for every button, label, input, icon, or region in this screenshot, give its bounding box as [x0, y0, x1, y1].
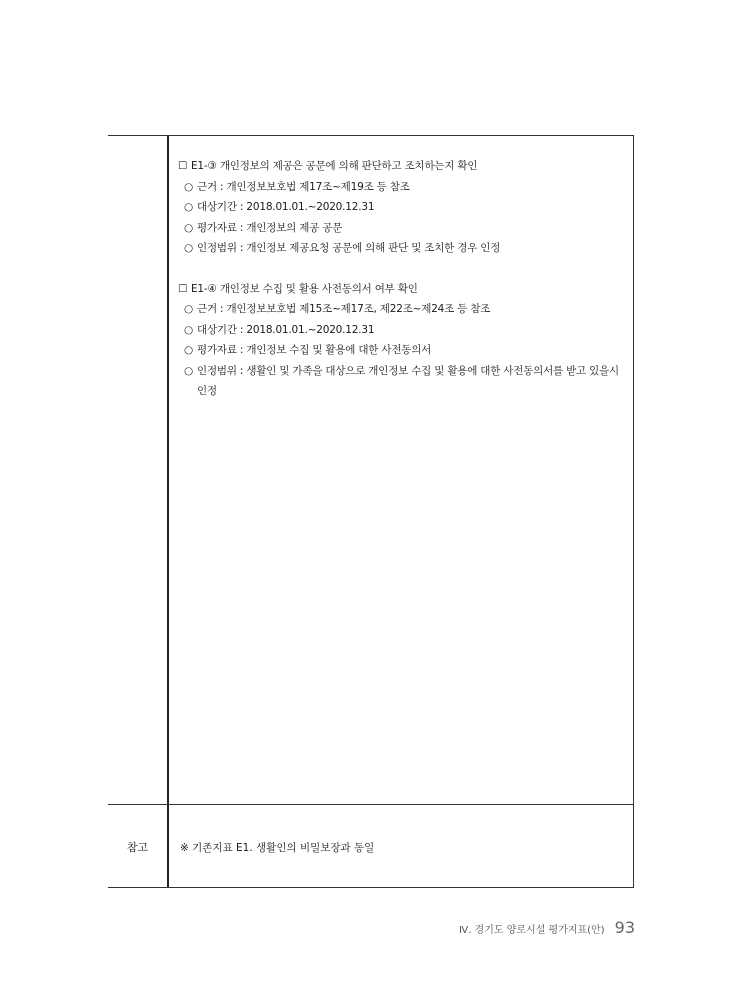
section-e1-3 [178, 156, 628, 259]
list-item [178, 218, 628, 239]
evaluation-table [108, 135, 634, 888]
page-footer [459, 918, 635, 937]
section-heading [178, 156, 628, 177]
checkbox-square-icon: ☐ [178, 160, 188, 172]
list-item-text: 근거 : 개인정보보호법 제17조~제19조 등 참조 [197, 180, 410, 193]
list-item-text: 평가자료 : 개인정보의 제공 공문 [197, 221, 343, 234]
circle-bullet-icon: ○ [184, 180, 193, 193]
list-item [178, 177, 628, 198]
list-item [178, 320, 628, 341]
circle-bullet-icon: ○ [184, 303, 193, 315]
list-item-text: 인정범위 : 개인정보 제공요청 공문에 의해 판단 및 조치한 경우 인정 [197, 242, 501, 254]
circle-bullet-icon: ○ [184, 344, 193, 356]
circle-bullet-icon: ○ [184, 364, 193, 377]
section-heading-text: E1-③ 개인정보의 제공은 공문에 의해 판단하고 조치하는지 확인 [191, 160, 478, 172]
circle-bullet-icon: ○ [184, 323, 193, 336]
list-item [178, 238, 628, 259]
list-item [178, 361, 628, 402]
checkbox-square-icon: ☐ [178, 282, 188, 295]
list-item-text: 대상기간 : 2018.01.01.~2020.12.31 [197, 201, 375, 213]
column-divider [167, 136, 169, 887]
circle-bullet-icon: ○ [184, 242, 193, 254]
circle-bullet-icon: ○ [184, 201, 193, 213]
section-e1-4 [178, 279, 628, 402]
circle-bullet-icon: ○ [184, 221, 193, 234]
list-item [178, 197, 628, 218]
footer-chapter-title: Ⅳ. 경기도 양로시설 평가지표(안) [458, 925, 605, 936]
page-number: 93 [614, 918, 635, 937]
section-heading [178, 279, 628, 300]
list-item [178, 340, 628, 361]
section-heading-text: E1-④ 개인정보 수집 및 활용 사전동의서 여부 확인 [191, 282, 418, 295]
criteria-content-cell [178, 156, 628, 402]
reference-label: 참고 [126, 841, 149, 854]
reference-text: ※ 기존지표 E1. 생활인의 비밀보장과 동일 [180, 841, 375, 854]
list-item-text: 인정범위 : 생활인 및 가족을 대상으로 개인정보 수집 및 활용에 대한 사전동의서를 받고 있을시 인정 [197, 364, 619, 397]
list-item-text: 대상기간 : 2018.01.01.~2020.12.31 [197, 323, 375, 336]
list-item-text: 평가자료 : 개인정보 수집 및 활용에 대한 사전동의서 [197, 344, 432, 356]
list-item [178, 299, 628, 320]
list-item-text: 근거 : 개인정보보호법 제15조~제17조, 제22조~제24조 등 참조 [197, 303, 491, 315]
